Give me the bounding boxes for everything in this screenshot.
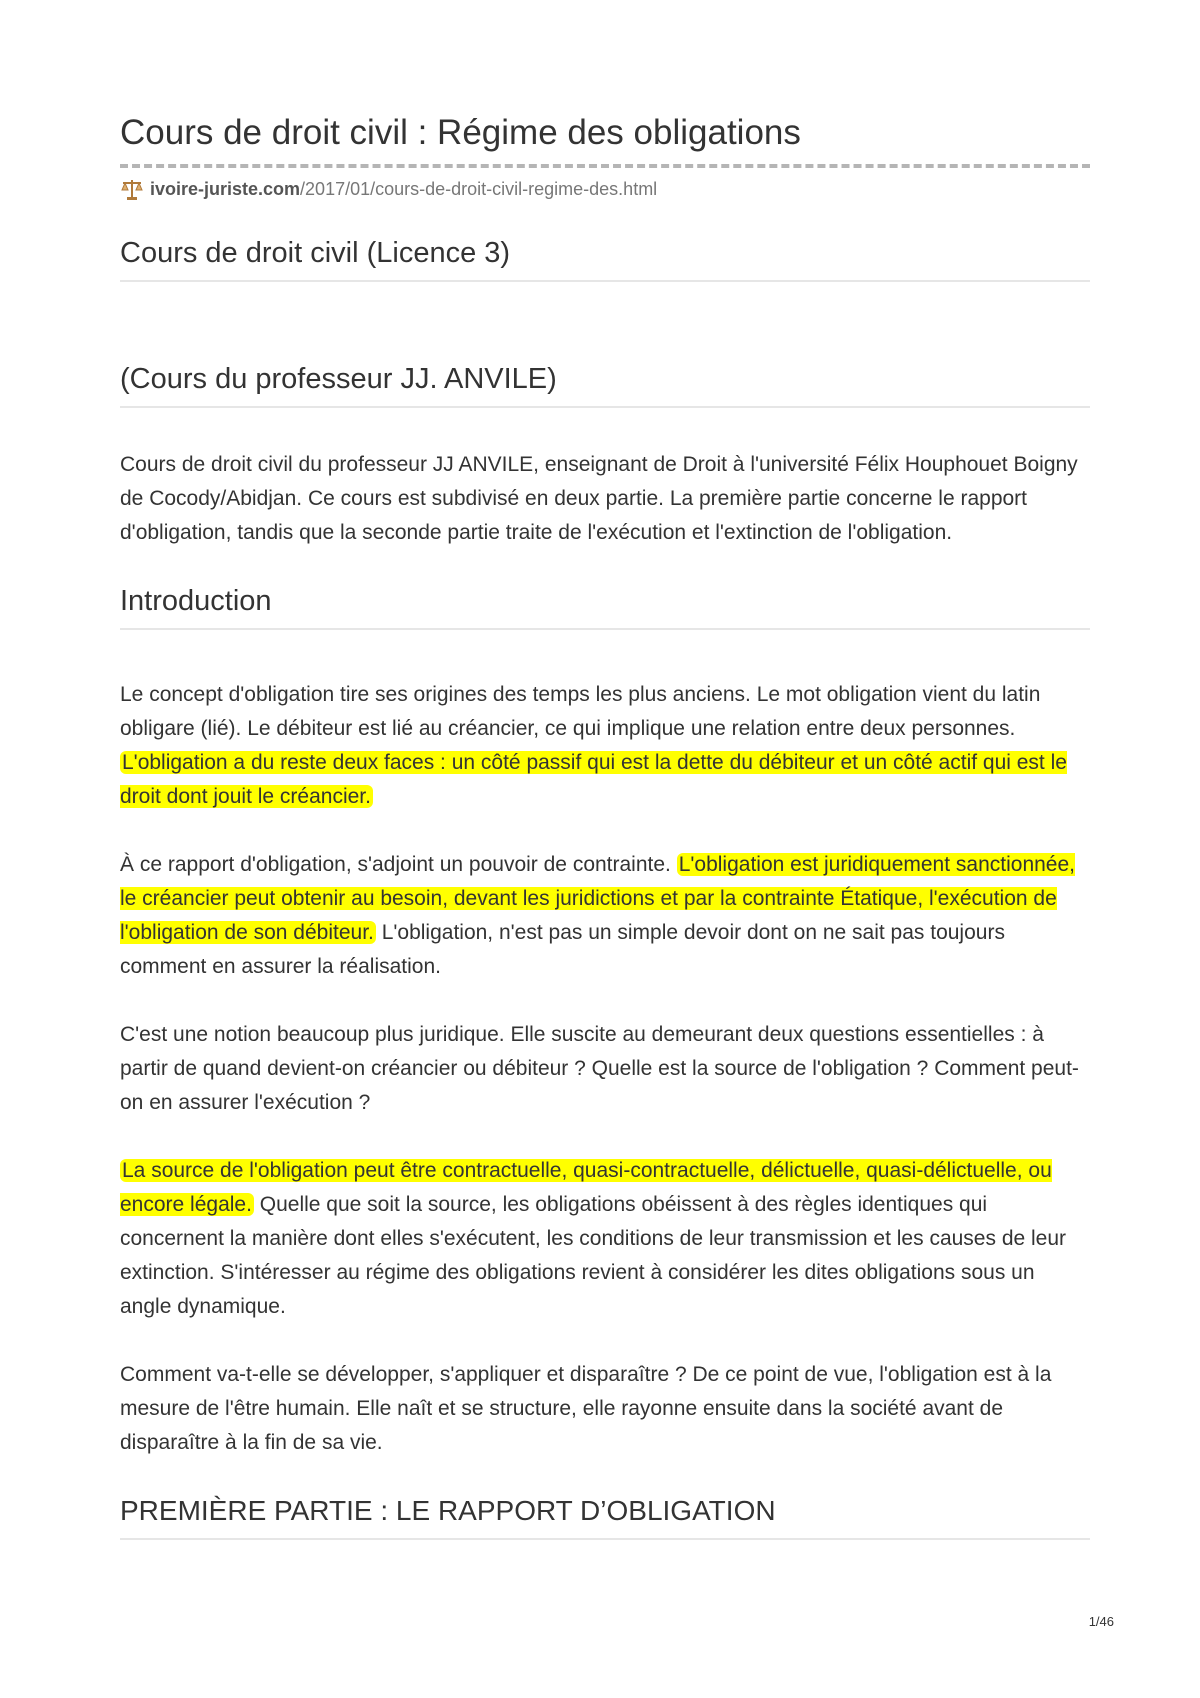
paragraph-text: Quelle que soit la source, les obligations obéissent à des règles identiques qui concernent la manière dont elles s'exécutent, les conditions de leur transmission et les causes de leur extinction. S'intéresser au régime des obligations revient à considérer les dites obligations sous un angle dynamique. [120, 1193, 1067, 1318]
heading-licence: Cours de droit civil (Licence 3) [120, 232, 1090, 282]
paragraph-intro-3: C'est une notion beaucoup plus juridique. Elle suscite au demeurant deux questions essentielles : à partir de quand devient-on créancier ou débiteur ? Quelle est la source de l'obligation ? Comment peut-on en assurer l'exécution ? [120, 1023, 1079, 1114]
highlighted-text: L'obligation est juridiquement sanctionnée, le créancier peut obtenir au besoin, devant les juridictions et par la contrainte Étatique, l'exécution de l'obligation de son débiteur. [120, 853, 1075, 944]
paragraph-intro-5: Comment va-t-elle se développer, s'appliquer et disparaître ? De ce point de vue, l'obligation est à la mesure de l'être humain. Elle naît et se structure, elle rayonne ensuite dans la société avant de disparaître à la fin de sa vie. [120, 1363, 1052, 1454]
paragraph-presentation: Cours de droit civil du professeur JJ ANVILE, enseignant de Droit à l'université Félix Houphouet Boigny de Cocody/Abidjan. Ce cours est subdivisé en deux partie. La première partie concerne le rapport d'obligation, tandis que la seconde partie traite de l'exécution et l'extinction de l'obligation. [120, 453, 1078, 544]
heading-professeur: (Cours du professeur JJ. ANVILE) [120, 358, 1090, 408]
paragraph-intro-4 [120, 1154, 1090, 1324]
highlighted-text: L'obligation a du reste deux faces : un côté passif qui est la dette du débiteur et un côté actif qui est le droit dont jouit le créancier. [120, 751, 1067, 808]
paragraph-text: L'obligation, n'est pas un simple devoir dont on ne sait pas toujours comment en assurer la réalisation. [120, 921, 1005, 978]
paragraph-text: À ce rapport d'obligation, s'adjoint un pouvoir de contrainte. [120, 853, 677, 876]
paragraph-intro-1 [120, 678, 1090, 814]
document-title: Cours de droit civil : Régime des obligations [120, 108, 1090, 168]
heading-introduction: Introduction [120, 580, 1090, 630]
source-path: /2017/01/cours-de-droit-civil-regime-des.html [300, 178, 658, 199]
heading-premiere-partie: PREMIÈRE PARTIE : LE RAPPORT D’OBLIGATION [120, 1490, 1090, 1540]
paragraph-text: Le concept d'obligation tire ses origines des temps les plus anciens. Le mot obligation vient du latin obligare (lié). Le débiteur est lié au créancier, ce qui implique une relation entre deux personnes. [120, 683, 1041, 740]
highlighted-text: La source de l'obligation peut être contractuelle, quasi-contractuelle, délictuelle, quasi-délictuelle, ou encore légale. [120, 1159, 1052, 1216]
document-page [120, 108, 1090, 1540]
scales-of-justice-icon [120, 177, 144, 201]
paragraph-intro-2 [120, 848, 1090, 984]
source-domain-link[interactable]: ivoire-juriste.com [150, 178, 301, 199]
page-number: 1/46 [1088, 1614, 1114, 1629]
source-line [120, 176, 1090, 202]
